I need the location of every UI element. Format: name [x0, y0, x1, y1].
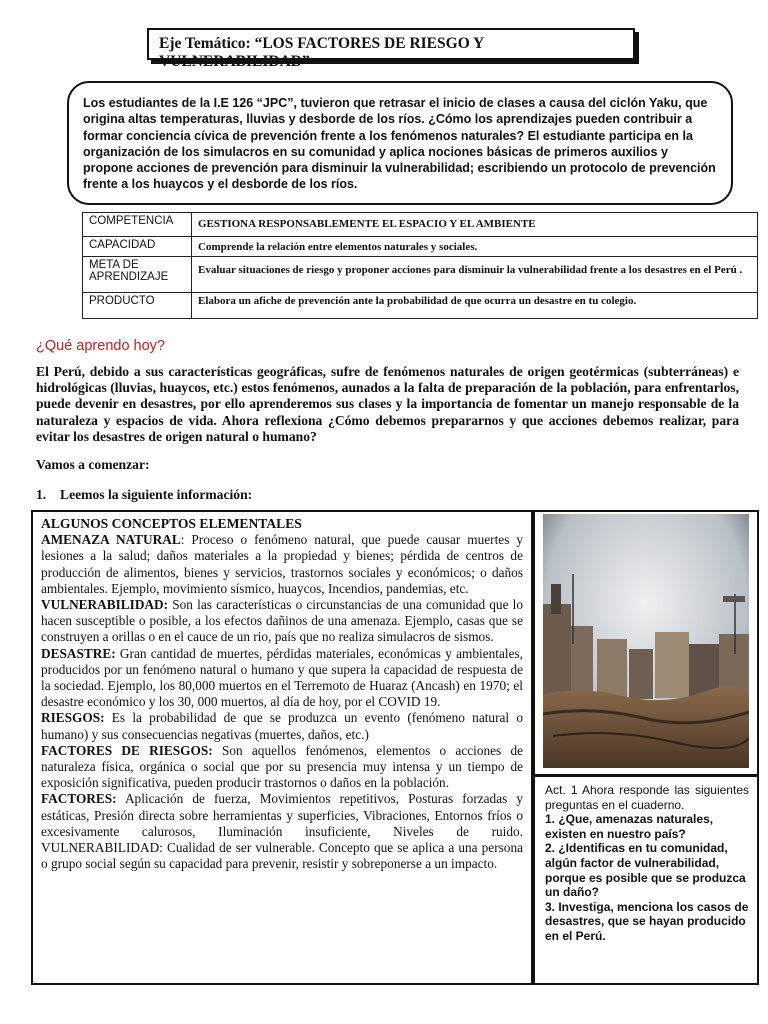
table-row — [83, 237, 758, 257]
concept-term: FACTORES: — [41, 791, 117, 807]
row-value: Elabora un afiche de prevención ante la probabilidad de que ocurra un desastre en tu colegio. — [192, 293, 758, 319]
concept-item — [41, 743, 523, 792]
concepts-heading: ALGUNOS CONCEPTOS ELEMENTALES — [41, 516, 302, 531]
list-item: 2. ¿Identificas en tu comunidad, algún factor de vulnerabilidad, porque es posible que se produzca un daño? — [545, 841, 746, 900]
concept-item — [41, 791, 523, 872]
concepts-box — [31, 510, 533, 985]
activity-questions — [545, 812, 749, 943]
concept-text: Son aquellos fenómenos, elementos o acciones de naturaleza física, orgánica o social que por su presencia muy intensa y un tiempo de exposición significativa, pueden producir trastornos o daños en la población. — [41, 742, 523, 791]
table-row — [83, 257, 758, 293]
row-value: Comprende la relación entre elementos naturales y sociales. — [192, 237, 758, 257]
concept-term: AMENAZA NATURAL — [41, 532, 181, 548]
concept-text: : Proceso o fenómeno natural, que puede causar muertes y lesiones a la salud; daños materiales a la propiedad y bienes; pérdida de centros de producción de alimentos, bienes y servicios, trastornos sociales y económicos; o daños ambientales. Ejemplo, movimiento sísmico, huaycos, Incendios, pandemias, etc. — [41, 532, 523, 596]
concept-item — [41, 710, 523, 742]
list-item: 3. Investiga, menciona los casos de desastres, que se hayan producido en el Perú. — [545, 899, 749, 943]
concept-text: Gran cantidad de muertes, pérdidas materiales, económicas y ambientales, producidos por un fenómeno natural o humano y que supera la capacidad de respuesta de la sociedad. Ejemplo, los 80,000 muertos en el Terremoto de Huaraz (Ancash) en 1970; el desastre económico y los 30, 000 muertos, al día de hoy, por el COVID 19. — [41, 645, 523, 710]
row-label: CAPACIDAD — [83, 237, 192, 257]
section-heading: ¿Qué aprendo hoy? — [36, 338, 165, 354]
list-item: 1. ¿Que, amenazas naturales, existen en nuestro país? — [545, 812, 714, 841]
row-label: PRODUCTO — [83, 293, 192, 319]
concept-term: FACTORES DE RIESGOS: — [41, 742, 213, 758]
table-row — [83, 293, 758, 319]
table-row — [83, 213, 758, 237]
concept-text: Aplicación de fuerza, Movimientos repetitivos, Posturas forzadas y estáticas, Presión directa sobre herramientas y superficies, Vibraciones, Entornos fríos o excesivamente calurosos, Iluminación insuficiente, Niveles de ruido. VULNERABILIDAD: Cualidad de ser vulnerable. Concepto que se aplica a una persona o grupo social según su capacidad para prevenir, resistir y sobreponerse a un impacto. — [41, 791, 523, 872]
concept-term: DESASTRE: — [41, 645, 116, 661]
step-text: Leemos la siguiente información: — [60, 487, 253, 502]
row-label: COMPETENCIA — [83, 213, 192, 237]
activity-intro: Act. 1 Ahora responde las siguientes preguntas en el cuaderno. — [545, 783, 749, 812]
concept-item — [41, 532, 523, 597]
concept-text: Son las características o circunstancias de una comunidad que lo hacen susceptible o posible, a los efectos dañinos de una amenaza. Ejemplo, casas que se construyen a orillas o en el cauce de un rio, país que no realiza simulacros de sismos. — [41, 597, 523, 645]
concept-term: RIESGOS: — [41, 710, 105, 726]
step-heading — [36, 487, 252, 503]
row-value: GESTIONA RESPONSABLEMENTE EL ESPACIO Y EL AMBIENTE — [192, 213, 758, 237]
topic-title: Eje Temático: “LOS FACTORES DE RIESGO Y VULNERABILIDAD” — [147, 28, 635, 60]
context-paragraph: El Perú, debido a sus características geográficas, sufre de fenómenos naturales de origen geotérmicas (subterráneas) e hidrológicas (lluvias, huaycos, etc.) estos fenómenos, aunados a la falta de preparación de la población, para enfrentarlos, puede devenir en desastres, por ello aprenderemos sus clases y la importancia de fomentar un manejo responsable de la naturaleza y espacios de vida. Ahora reflexiona ¿Cómo debemos prepararnos y que acciones debemos realizar, para evitar los desastres de origen natural o humano? — [36, 364, 739, 444]
concept-item — [41, 646, 523, 711]
step-number: 1. — [36, 487, 47, 502]
row-label: META DE APRENDIZAJE — [83, 257, 192, 293]
row-value: Evaluar situaciones de riesgo y proponer acciones para disminuir la vulnerabilidad frente a los desastres en el Perú . — [192, 257, 758, 293]
concept-text: Es la probabilidad de que se produzca un evento (fenómeno natural o humano) y sus consecuencias negativas (muertes, daños, etc.) — [41, 710, 523, 742]
start-heading: Vamos a comenzar: — [36, 457, 150, 472]
activity-box — [533, 775, 759, 985]
intro-situation: Los estudiantes de la I.E 126 “JPC”, tuvieron que retrasar el inicio de clases a causa del ciclón Yaku, que origina altas temperaturas, lluvias y desborde de los ríos. ¿Cómo los aprendizajes pueden contribuir a formar conciencia cívica de prevención frente a los fenómenos naturales? El estudiante participa en la organización de los simulacros en su comunidad y aplica nociones básicas de primeros auxilios y propone acciones de prevención para disminuir la vulnerabilidad; escribiendo un protocolo de prevención frente a los huaycos y el desborde de los ríos. — [67, 81, 733, 205]
concept-term: VULNERABILIDAD: — [41, 597, 169, 613]
concept-item — [41, 597, 523, 646]
competency-table — [82, 212, 758, 319]
landslide-photo — [543, 514, 749, 768]
